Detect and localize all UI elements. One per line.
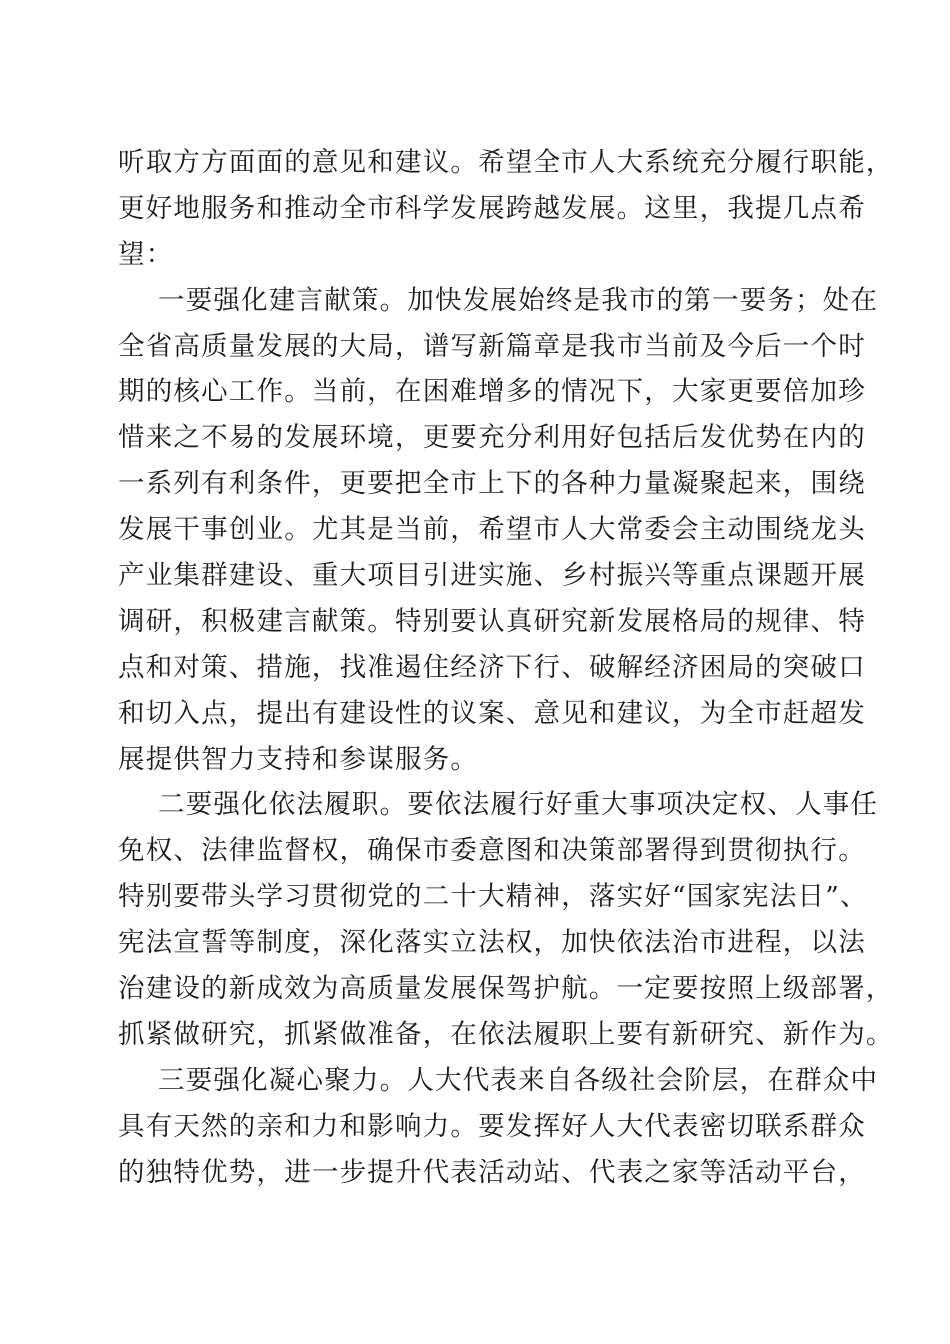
text-line: 免权、法律监督权，确保市委意图和决策部署得到贯彻执行。 <box>118 835 866 867</box>
text-line: 展提供智力支持和参谋服务。 <box>118 743 479 775</box>
text-line: 全省高质量发展的大局，谱写新篇章是我市当前及今后一个时 <box>118 330 866 362</box>
text-line: 治建设的新成效为高质量发展保驾护航。一定要按照上级部署， <box>118 973 894 1005</box>
text-line: 更好地服务和推动全市科学发展跨越发展。这里，我提几点希 <box>118 192 866 224</box>
text-line: 宪法宣誓等制度，深化落实立法权，加快依法治市进程，以法 <box>118 927 866 959</box>
paragraph-1-first-line: 一要强化建言献策。加快发展始终是我市的第一要务；处在 <box>158 284 879 316</box>
text-line: 产业集群建设、重大项目引进实施、乡村振兴等重点课题开展 <box>118 560 866 592</box>
paragraph-2-first-line: 二要强化依法履职。要依法履行好重大事项决定权、人事任 <box>158 789 879 821</box>
text-line: 发展干事创业。尤其是当前，希望市人大常委会主动围绕龙头 <box>118 514 866 546</box>
text-line: 望： <box>118 238 174 270</box>
text-line: 点和对策、措施，找准遏住经济下行、破解经济困局的突破口 <box>118 651 866 683</box>
text-line: 惜来之不易的发展环境，更要充分利用好包括后发优势在内的 <box>118 422 866 454</box>
text-line: 听取方方面面的意见和建议。希望全市人大系统充分履行职能， <box>118 147 894 178</box>
document-body <box>118 140 894 1195</box>
text-line: 期的核心工作。当前，在困难增多的情况下，大家更要倍加珍 <box>118 376 866 408</box>
text-line: 特别要带头学习贯彻党的二十大精神，落实好“国家宪法日”、 <box>118 881 868 913</box>
text-line: 抓紧做研究，抓紧做准备，在依法履职上要有新研究、新作为。 <box>118 1018 894 1050</box>
text-line: 的独特优势，进一步提升代表活动站、代表之家等活动平台， <box>118 1156 866 1188</box>
text-line: 调研，积极建言献策。特别要认真研究新发展格局的规律、特 <box>118 605 866 637</box>
text-line: 一系列有利条件，更要把全市上下的各种力量凝聚起来，围绕 <box>118 468 866 500</box>
text-line: 和切入点，提出有建设性的议案、意见和建议，为全市赶超发 <box>118 697 866 729</box>
paragraph-3-first-line: 三要强化凝心聚力。人大代表来自各级社会阶层，在群众中 <box>158 1064 879 1096</box>
text-line: 具有天然的亲和力和影响力。要发挥好人大代表密切联系群众 <box>118 1110 866 1142</box>
